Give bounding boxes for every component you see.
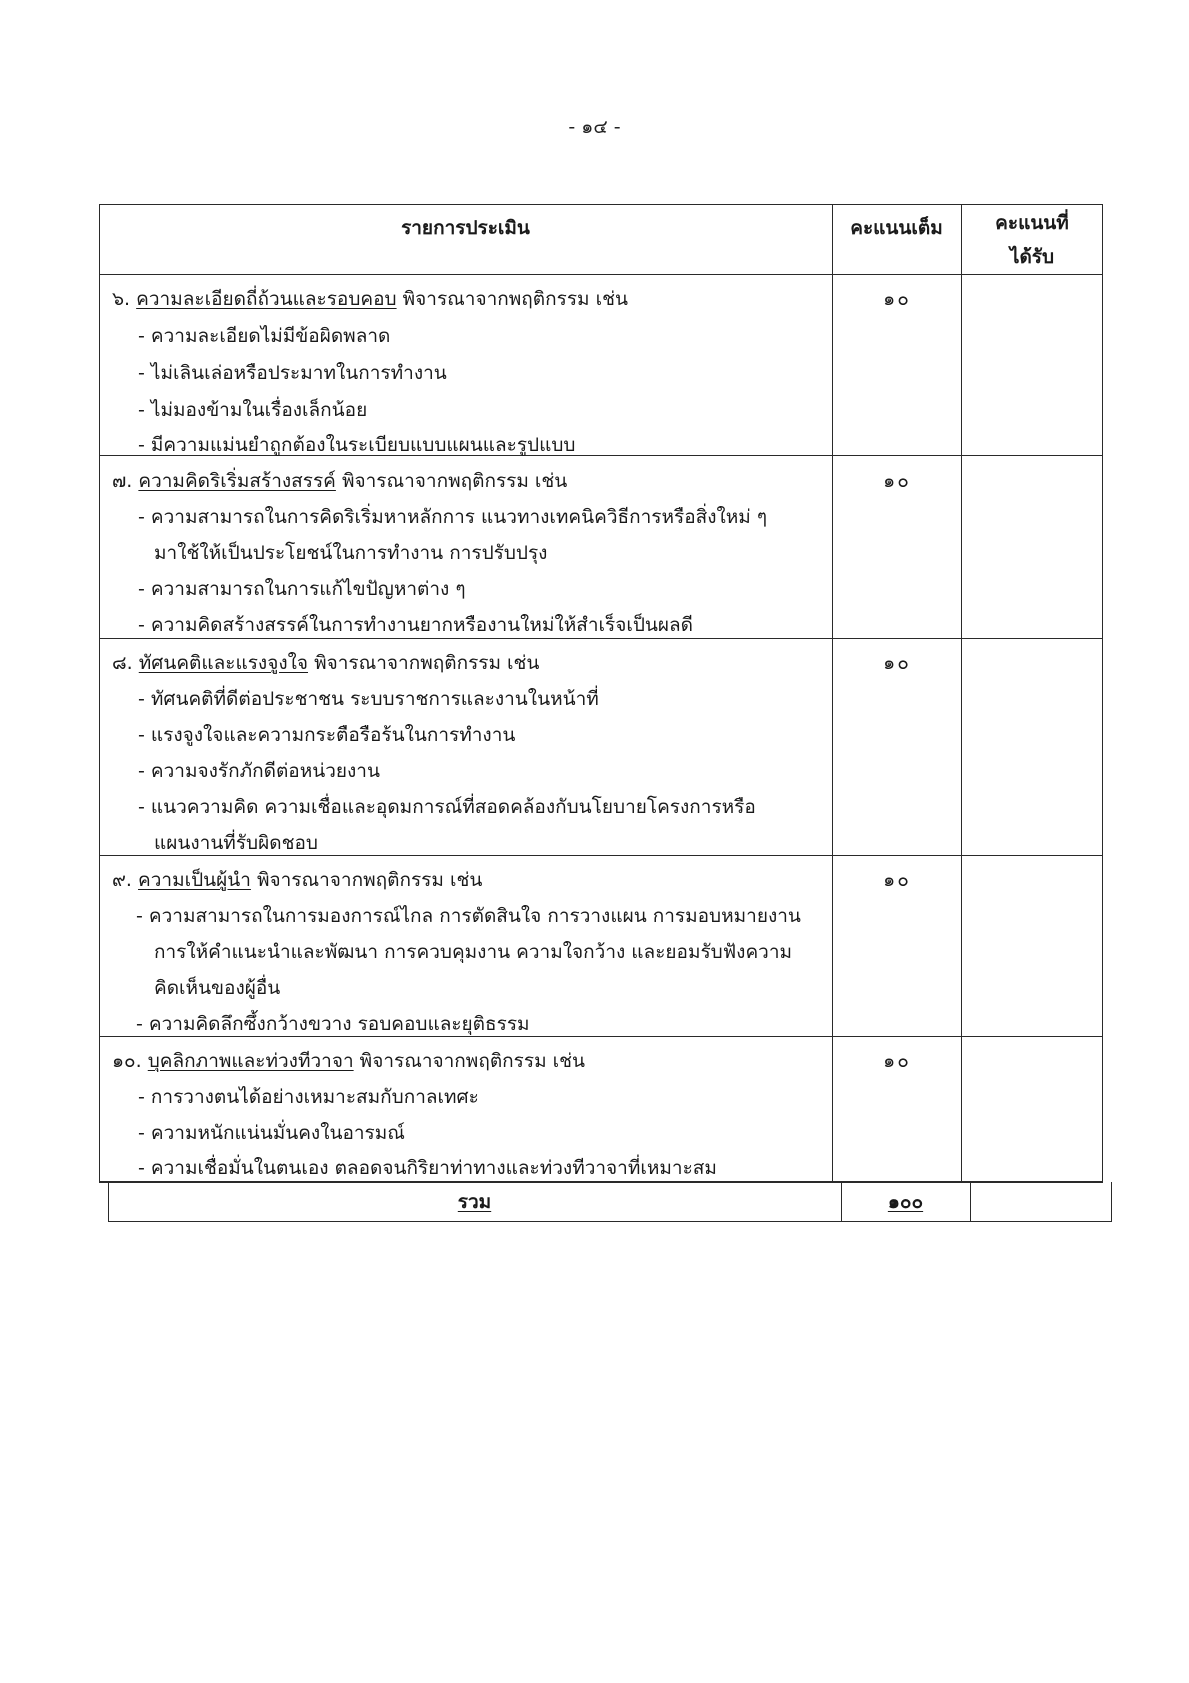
section-score-7: ๑๐ <box>883 470 911 492</box>
section-line: - ความจงรักภักดีต่อหน่วยงาน <box>138 760 380 782</box>
header-item: รายการประเมิน <box>401 217 530 239</box>
section-line: มาใช้ให้เป็นประโยชน์ในการทำงาน การปรับปรุง <box>154 542 548 564</box>
section-title-10: ๑๐. บุคลิกภาพและท่วงทีวาจา พิจารณาจากพฤติกรรม เช่น <box>112 1050 586 1072</box>
section-score-6: ๑๐ <box>883 288 911 310</box>
section-line: การให้คำแนะนำและพัฒนา การควบคุมงาน ความใจกว้าง และยอมรับฟังความ <box>154 941 793 963</box>
header-received-score: คะแนนที่ ได้รับ <box>995 212 1069 268</box>
section-line: - ความคิดสร้างสรรค์ในการทำงานยากหรืองานใหม่ให้สำเร็จเป็นผลดี <box>138 614 694 636</box>
section-line: แผนงานที่รับผิดชอบ <box>154 832 318 854</box>
section-line: - ทัศนคติที่ดีต่อประชาชน ระบบราชการและงานในหน้าที่ <box>138 688 599 710</box>
section-line: - ความเชื่อมั่นในตนเอง ตลอดจนกิริยาท่าทางและท่วงทีวาจาที่เหมาะสม <box>138 1157 717 1179</box>
section-line: คิดเห็นของผู้อื่น <box>154 977 281 999</box>
section-title-8: ๘. ทัศนคติและแรงจูงใจ พิจารณาจากพฤติกรรม เช่น <box>112 652 540 674</box>
column-divider <box>970 1182 971 1222</box>
section-line: - ความคิดลึกซึ้งกว้างขวาง รอบคอบและยุติธรรม <box>136 1013 530 1035</box>
section-line: - ความสามารถในการแก้ไขปัญหาต่าง ๆ <box>138 578 466 600</box>
section-line: - ความสามารถในการคิดริเริ่มหาหลักการ แนวทางเทคนิควิธีการหรือสิ่งใหม่ ๆ <box>138 506 768 528</box>
header-full-score: คะแนนเต็ม <box>850 217 943 239</box>
section-line: - มีความแม่นยำถูกต้องในระเบียบแบบแผนและรูปแบบ <box>138 434 576 456</box>
section-title-9: ๙. ความเป็นผู้นำ พิจารณาจากพฤติกรรม เช่น <box>112 869 483 891</box>
section-title-6: ๖. ความละเอียดถี่ถ้วนและรอบคอบ พิจารณาจากพฤติกรรม เช่น <box>112 288 628 310</box>
section-score-9: ๑๐ <box>883 869 911 891</box>
section-line: - แรงจูงใจและความกระตือรือร้นในการทำงาน <box>138 724 516 746</box>
row-divider <box>99 274 1103 275</box>
section-line: - แนวความคิด ความเชื่อและอุดมการณ์ที่สอดคล้องกับนโยบายโครงการหรือ <box>138 796 756 818</box>
section-line: - ความหนักแน่นมั่นคงในอารมณ์ <box>138 1122 405 1144</box>
section-line: - ความสามารถในการมองการณ์ไกล การตัดสินใจ การวางแผน การมอบหมายงาน <box>136 905 801 927</box>
section-line: - ความละเอียดไม่มีข้อผิดพลาด <box>138 325 391 347</box>
section-score-10: ๑๐ <box>883 1050 911 1072</box>
section-score-8: ๑๐ <box>883 652 911 674</box>
section-title-7: ๗. ความคิดริเริ่มสร้างสรรค์ พิจารณาจากพฤติกรรม เช่น <box>112 470 568 492</box>
total-score: ๑๐๐ <box>887 1191 924 1213</box>
page-number: - ๑๔ - <box>568 116 621 138</box>
section-line: - ไม่เลินเล่อหรือประมาทในการทำงาน <box>138 362 447 384</box>
section-line: - ไม่มองข้ามในเรื่องเล็กน้อย <box>138 399 368 421</box>
section-line: - การวางตนได้อย่างเหมาะสมกับกาลเทศะ <box>138 1086 479 1108</box>
total-label: รวม <box>457 1191 492 1213</box>
